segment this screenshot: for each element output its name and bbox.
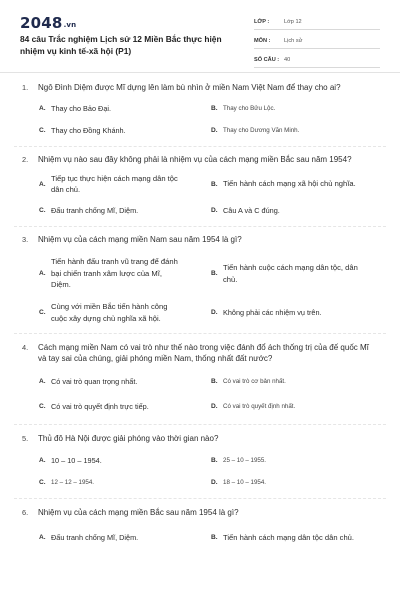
option-d[interactable] [211, 296, 383, 330]
option-c[interactable] [39, 471, 211, 493]
question-number: 3. [22, 235, 29, 244]
question-list [0, 76, 400, 551]
option-letter: A. [39, 180, 46, 188]
question-5 [0, 425, 400, 494]
option-text: Đấu tranh chống Mĩ, Diệm. [51, 533, 139, 542]
option-a[interactable] [39, 525, 211, 551]
option-text: Thay cho Bảo Đại. [51, 104, 112, 113]
option-text: 10 – 10 – 1954. [51, 455, 102, 465]
option-letter: D. [211, 127, 218, 134]
option-text: Thay cho Đồng Khánh. [51, 126, 126, 135]
option-letter: A. [39, 105, 46, 112]
option-letter: B. [211, 105, 218, 112]
option-letter: A. [39, 378, 46, 385]
option-c[interactable] [39, 120, 211, 142]
option-letter: A. [39, 270, 46, 277]
option-c[interactable] [39, 296, 211, 330]
question-2 [0, 147, 400, 222]
option-text: 25 – 10 – 1955. [223, 456, 267, 464]
logo-suffix: .vn [63, 21, 77, 29]
question-text: Nhiệm vụ của cách mạng miền Nam sau năm 1954 là gì? [38, 235, 242, 244]
meta-value: Lịch sử [284, 37, 303, 44]
site-logo[interactable] [20, 14, 76, 32]
meta-panel [254, 14, 380, 71]
question-number: 4. [22, 342, 29, 352]
option-b[interactable] [211, 369, 383, 395]
option-a[interactable] [39, 98, 211, 120]
option-letter: A. [39, 534, 46, 541]
question-text: Nhiệm vụ nào sau đây không phải là nhiệm vụ của cách mạng miền Bắc sau năm 1954? [38, 154, 352, 164]
option-letter: C. [39, 309, 46, 316]
meta-key: LỚP : [254, 18, 270, 25]
option-letter: D. [211, 478, 218, 486]
option-text: Đấu tranh chống Mĩ, Diệm. [51, 205, 139, 215]
option-a[interactable] [39, 449, 211, 471]
option-d[interactable] [211, 120, 383, 142]
option-text: Cùng với miền Bắc tiến hành công cuộc xây dựng chủ nghĩa xã hội. [51, 302, 168, 323]
meta-value: Lớp 12 [284, 18, 302, 25]
option-text: Có vai trò quan trọng nhất. [51, 377, 138, 386]
option-text: Thay cho Bửu Lộc. [223, 105, 276, 112]
meta-value: 40 [284, 56, 291, 63]
header-divider [0, 72, 400, 73]
option-letter: B. [211, 270, 218, 277]
option-letter: B. [211, 180, 218, 188]
option-letter: C. [39, 127, 46, 134]
option-text: Có vai trò cơ bản nhất. [223, 378, 286, 385]
option-b[interactable] [211, 449, 383, 471]
question-text: Thủ đô Hà Nội được giải phóng vào thời gian nào? [38, 433, 219, 443]
option-text: Tiến hành cuộc cách mạng dân tộc, dân chủ. [223, 263, 358, 284]
question-number: 6. [22, 508, 29, 517]
question-4 [0, 334, 400, 419]
question-text: Ngô Đình Diệm được Mĩ dựng lên làm bù nhìn ở miền Nam Việt Nam để thay cho ai? [38, 83, 341, 92]
meta-key: SỐ CÂU : [254, 56, 280, 63]
option-letter: B. [211, 534, 218, 541]
option-c[interactable] [39, 199, 211, 221]
option-letter: D. [211, 206, 218, 214]
option-text: Câu A và C đúng. [223, 205, 280, 215]
question-number: 5. [22, 433, 29, 443]
question-number: 1. [22, 83, 29, 92]
option-b[interactable] [211, 252, 383, 296]
option-letter: B. [211, 456, 218, 464]
option-b[interactable] [211, 525, 383, 551]
question-1 [0, 76, 400, 142]
option-d[interactable] [211, 471, 383, 493]
option-text: Tiến hành cách mạng dân tộc dân chủ. [223, 532, 355, 542]
meta-row-count [254, 52, 380, 68]
option-letter: A. [39, 456, 46, 464]
meta-row-subject [254, 33, 380, 49]
option-d[interactable] [211, 395, 383, 419]
question-text: Cách mạng miền Nam có vai trò như thế nào trong việc đánh đổ ách thống trị của đế quốc Mĩ và tay sai của chúng, giải phóng miền Nam, thống nhất đất nước? [38, 342, 369, 363]
option-a[interactable] [39, 369, 211, 395]
option-letter: D. [211, 403, 218, 410]
option-d[interactable] [211, 199, 383, 221]
question-text: Nhiệm vụ của cách mạng miền Bắc sau năm 1954 là gì? [38, 508, 239, 517]
option-letter: D. [211, 309, 218, 316]
option-text: Không phải các nhiệm vụ trên. [223, 308, 322, 317]
document-title: 84 câu Trắc nghiệm Lịch sử 12 Miền Bắc thực hiện nhiệm vụ kinh tế-xã hội (P1) [20, 34, 222, 56]
question-number: 2. [22, 154, 29, 164]
question-6 [0, 499, 400, 551]
option-c[interactable] [39, 395, 211, 419]
meta-row-class [254, 14, 380, 30]
option-text: Tiếp tục thực hiện cách mạng dân tộc dân chủ. [51, 173, 178, 194]
option-text: Tiến hành cách mạng xã hội chủ nghĩa. [223, 179, 356, 189]
option-letter: C. [39, 206, 46, 214]
option-letter: C. [39, 403, 46, 410]
option-text: Có vai trò quyết định trực tiếp. [51, 402, 149, 411]
option-text: Thay cho Dương Văn Minh. [223, 127, 300, 134]
option-b[interactable] [211, 169, 383, 199]
option-text: Có vai trò quyết định nhất. [223, 403, 296, 410]
option-text: 12 – 12 – 1954. [51, 478, 95, 486]
option-a[interactable] [39, 252, 211, 296]
option-a[interactable] [39, 169, 211, 199]
option-b[interactable] [211, 98, 383, 120]
option-letter: C. [39, 478, 46, 486]
option-text: Tiến hành đấu tranh vũ trang để đánh bại chiến tranh xâm lược của Mĩ, Diệm. [51, 257, 178, 290]
question-3 [0, 227, 400, 330]
option-letter: B. [211, 378, 218, 385]
option-text: 18 – 10 – 1954. [223, 478, 267, 486]
logo-text: 2048 [20, 14, 63, 32]
meta-key: MÔN : [254, 37, 271, 44]
